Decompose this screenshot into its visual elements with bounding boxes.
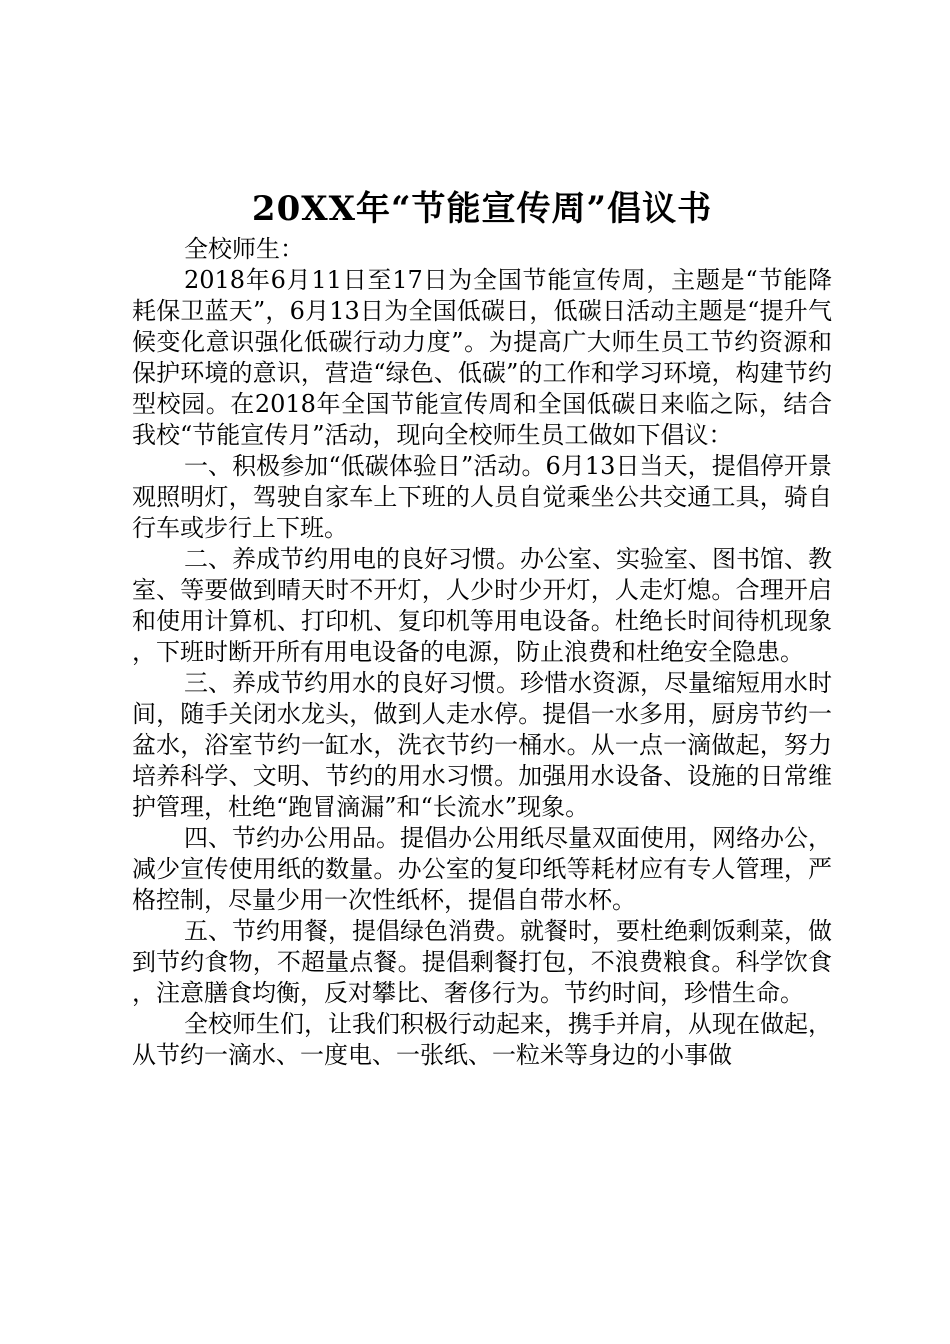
salutation: 全校师生： bbox=[184, 235, 304, 263]
document-title: 20XX年“节能宣传周”倡议书 bbox=[251, 189, 713, 229]
paragraph-closing: 全校师生们，让我们积极行动起来，携手并肩，从现在做起，从节约一滴水、一度电、一张纸、一粒米等身边的小事做 bbox=[132, 1010, 832, 1069]
paragraph-item-5-save-food: 五、节约用餐，提倡绿色消费。就餐时，要杜绝剩饭剩菜，做到节约食物，不超量点餐。提倡剩餐打包，不浪费粮食。科学饮食，注意膳食均衡，反对攀比、奢侈行为。节约时间，珍惜生命。 bbox=[132, 917, 832, 1007]
paragraph-intro: 2018年6月11日至17日为全国节能宣传周，主题是“节能降耗保卫蓝天”，6月13日为全国低碳日，低碳日活动主题是“提升气候变化意识强化低碳行动力度”。为提高广大师生员工节约资源和保护环境的意识，营造“绿色、低碳”的工作和学习环境，构建节约型校园。在2018年全国节能宣传周和全国低碳日来临之际，结合我校“节能宣传月”活动，现向全校师生员工做如下倡议： bbox=[132, 266, 832, 449]
paragraph-item-1-low-carbon-day: 一、积极参加“低碳体验日”活动。6月13日当天，提倡停开景观照明灯，驾驶自家车上下班的人员自觉乘坐公共交通工具，骑自行车或步行上下班。 bbox=[132, 452, 832, 542]
paragraph-item-2-save-electricity: 二、养成节约用电的良好习惯。办公室、实验室、图书馆、教室、等要做到晴天时不开灯，人少时少开灯，人走灯熄。合理开启和使用计算机、打印机、复印机等用电设备。杜绝长时间待机现象，下班时断开所有用电设备的电源，防止浪费和杜绝安全隐患。 bbox=[132, 545, 832, 666]
paragraph-item-3-save-water: 三、养成节约用水的良好习惯。珍惜水资源，尽量缩短用水时间，随手关闭水龙头，做到人走水停。提倡一水多用，厨房节约一盆水，浴室节约一缸水，洗衣节约一桶水。从一点一滴做起，努力培养科学、文明、节约的用水习惯。加强用水设备、设施的日常维护管理，杜绝“跑冒滴漏”和“长流水”现象。 bbox=[132, 669, 832, 821]
document-page bbox=[132, 186, 832, 1071]
paragraph-item-4-save-office-supplies: 四、节约办公用品。提倡办公用纸尽量双面使用，网络办公，减少宣传使用纸的数量。办公室的复印纸等耗材应有专人管理，严格控制，尽量少用一次性纸杯，提倡自带水杯。 bbox=[132, 824, 832, 914]
